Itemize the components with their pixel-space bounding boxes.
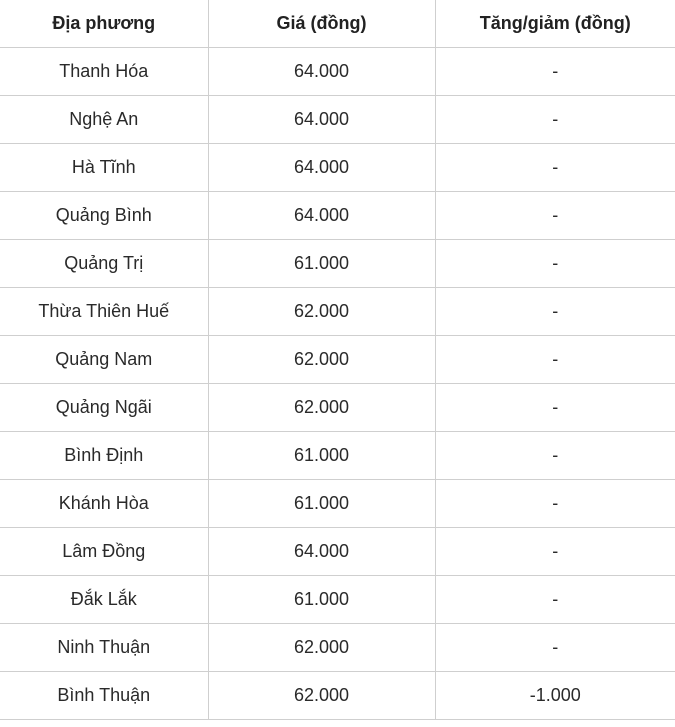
cell-region: Đắk Lắk xyxy=(0,576,208,624)
cell-region: Ninh Thuận xyxy=(0,624,208,672)
cell-change: - xyxy=(435,576,675,624)
table-row xyxy=(0,672,675,720)
cell-change: - xyxy=(435,288,675,336)
table-header-row xyxy=(0,0,675,48)
table-row xyxy=(0,288,675,336)
table-row xyxy=(0,240,675,288)
cell-region: Nghệ An xyxy=(0,96,208,144)
cell-change: - xyxy=(435,624,675,672)
header-region: Địa phương xyxy=(0,0,208,48)
cell-price: 62.000 xyxy=(208,624,435,672)
cell-price: 64.000 xyxy=(208,48,435,96)
cell-price: 61.000 xyxy=(208,240,435,288)
cell-region: Quảng Nam xyxy=(0,336,208,384)
cell-region: Bình Định xyxy=(0,432,208,480)
cell-region: Lâm Đồng xyxy=(0,528,208,576)
table-row xyxy=(0,528,675,576)
header-change: Tăng/giảm (đồng) xyxy=(435,0,675,48)
cell-region: Quảng Ngãi xyxy=(0,384,208,432)
cell-price: 62.000 xyxy=(208,384,435,432)
cell-price: 62.000 xyxy=(208,672,435,720)
table-row xyxy=(0,192,675,240)
table-row xyxy=(0,480,675,528)
cell-change: - xyxy=(435,240,675,288)
cell-price: 64.000 xyxy=(208,96,435,144)
table-row xyxy=(0,432,675,480)
cell-region: Quảng Trị xyxy=(0,240,208,288)
cell-change: - xyxy=(435,432,675,480)
cell-price: 61.000 xyxy=(208,576,435,624)
cell-change: - xyxy=(435,48,675,96)
cell-change: - xyxy=(435,384,675,432)
table-row xyxy=(0,96,675,144)
table-row xyxy=(0,336,675,384)
table-row xyxy=(0,48,675,96)
cell-region: Bình Thuận xyxy=(0,672,208,720)
cell-price: 62.000 xyxy=(208,336,435,384)
cell-price: 61.000 xyxy=(208,480,435,528)
cell-region: Thừa Thiên Huế xyxy=(0,288,208,336)
cell-price: 62.000 xyxy=(208,288,435,336)
cell-price: 64.000 xyxy=(208,528,435,576)
cell-region: Quảng Bình xyxy=(0,192,208,240)
cell-region: Thanh Hóa xyxy=(0,48,208,96)
cell-region: Hà Tĩnh xyxy=(0,144,208,192)
table-row xyxy=(0,384,675,432)
cell-change: - xyxy=(435,480,675,528)
cell-change: - xyxy=(435,192,675,240)
cell-change: - xyxy=(435,144,675,192)
cell-change: - xyxy=(435,336,675,384)
cell-price: 64.000 xyxy=(208,192,435,240)
header-price: Giá (đồng) xyxy=(208,0,435,48)
cell-change: - xyxy=(435,96,675,144)
cell-price: 61.000 xyxy=(208,432,435,480)
cell-price: 64.000 xyxy=(208,144,435,192)
table-row xyxy=(0,576,675,624)
table-row xyxy=(0,144,675,192)
cell-region: Khánh Hòa xyxy=(0,480,208,528)
table-row xyxy=(0,624,675,672)
cell-change: -1.000 xyxy=(435,672,675,720)
cell-change: - xyxy=(435,528,675,576)
